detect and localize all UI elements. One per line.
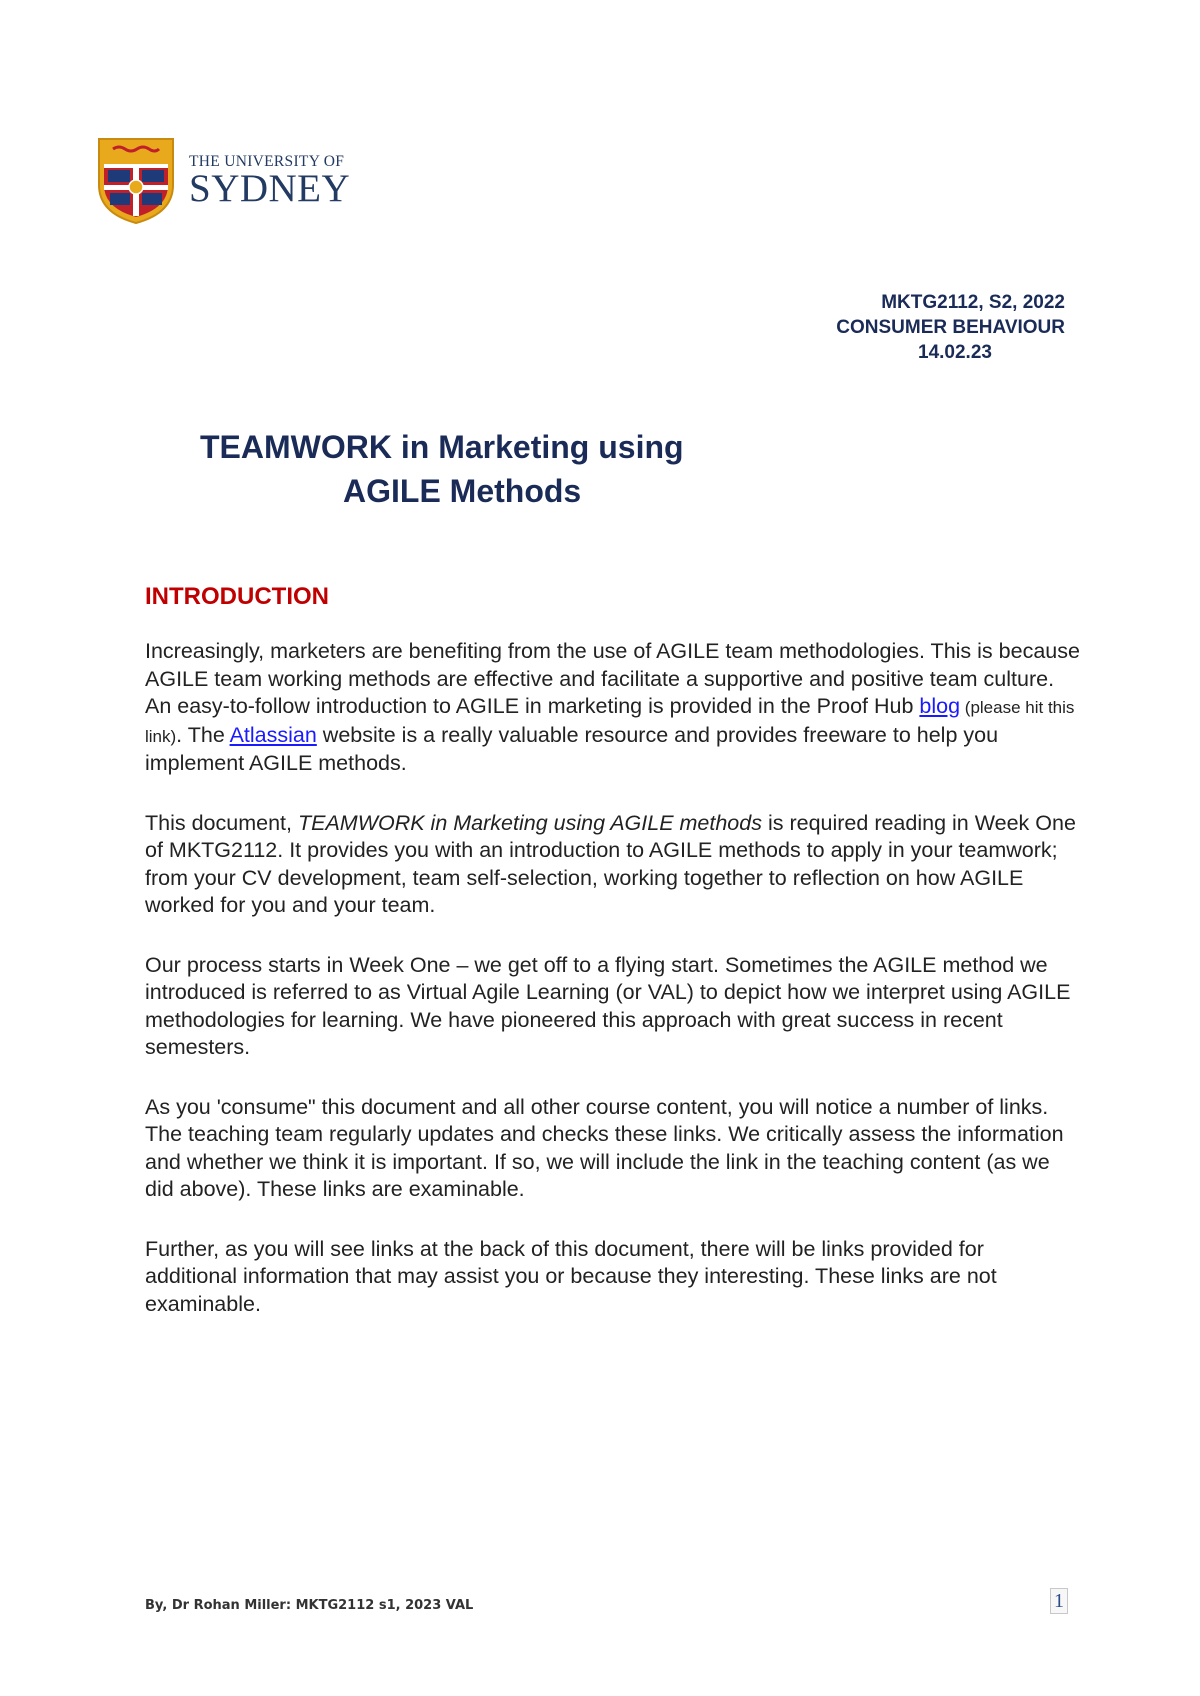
course-subject: CONSUMER BEHAVIOUR	[836, 317, 1065, 338]
title-line-2: AGILE Methods	[343, 473, 582, 509]
section-heading-introduction: INTRODUCTION	[145, 583, 329, 610]
blog-link[interactable]: blog	[919, 694, 961, 718]
paragraph-5: Further, as you will see links at the back of this document, there will be links provided for additional information that may assist you or because they interesting. These links are not examinable.	[145, 1236, 997, 1316]
university-crest-icon	[95, 135, 177, 225]
atlassian-link[interactable]: Atlassian	[229, 722, 317, 747]
university-logo	[95, 135, 355, 225]
title-line-1: TEAMWORK in Marketing using	[200, 429, 684, 465]
paragraph-2: This document, TEAMWORK in Marketing using AGILE methods is required reading in Week One of MKTG2112. It provides you with an introduction to AGILE methods to apply in your teamwork; from your CV development, team self-selection, working together to reflection on how AGILE worked for you and your team.	[145, 810, 1076, 917]
page-footer: By, Dr Rohan Miller: MKTG2112 s1, 2023 VAL	[145, 1598, 474, 1613]
document-body	[145, 638, 1080, 1350]
logo-university-of: THE UNIVERSITY OF	[189, 153, 345, 170]
course-code: MKTG2112, S2, 2022	[881, 292, 1065, 313]
document-date: 14.02.23	[918, 342, 992, 363]
paragraph-3: Our process starts in Week One – we get off to a flying start. Sometimes the AGILE method we introduced is referred to as Virtual Agile Learning (or VAL) to depict how we interpret using AGILE methodologies for learning. We have pioneered this approach with great success in recent semesters.	[145, 952, 1071, 1059]
document-meta	[805, 290, 1065, 365]
paragraph-4: As you 'consume" this document and all other course content, you will notice a number of links. The teaching team regularly updates and checks these links. We critically assess the information and whether we think it is important. If so, we will include the link in the teaching content (as we did above). These links are examinable.	[145, 1094, 1064, 1201]
page-number: 1	[1050, 1588, 1068, 1614]
paragraph-1: Increasingly, marketers are benefiting from the use of AGILE team methodologies. This is because AGILE team working methods are effective and facilitate a supportive and positive team culture. An easy-to-follow introduction to AGILE in marketing is provided in the Proof Hub blog (please hit this link). The Atlassian website is a really valuable resource and provides freeware to help you implement AGILE methods.	[145, 639, 1080, 775]
document-title	[200, 425, 684, 513]
logo-sydney: SYDNEY	[189, 167, 351, 210]
